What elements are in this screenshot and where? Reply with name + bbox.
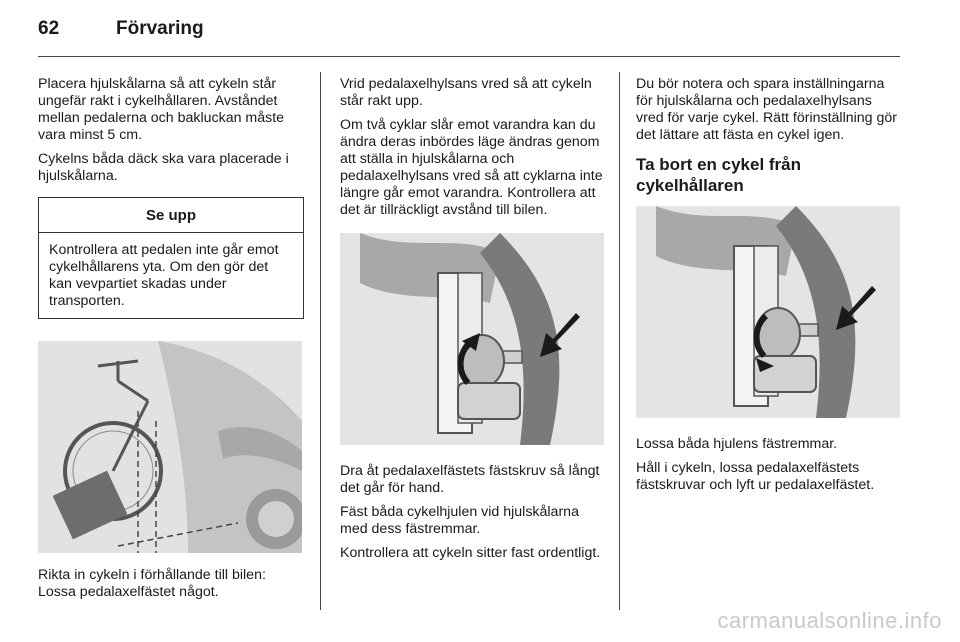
warning-title: Se upp	[39, 198, 303, 233]
warning-text: Kontrollera att pedalen inte går emot cykelhållarens yta. Om den gör det kan vevpartiet skadas under transporten.	[49, 242, 279, 309]
page-header	[38, 18, 204, 48]
column-3	[636, 76, 902, 501]
paragraph: Kontrollera att cykeln sitter fast ordentligt.	[340, 545, 601, 561]
paragraph: Vrid pedalaxelhylsans vred så att cykeln står rakt upp.	[340, 76, 592, 109]
header-rule	[38, 56, 900, 57]
figure-remove-bike	[636, 206, 900, 418]
column-divider	[320, 72, 321, 610]
column-2	[340, 76, 606, 569]
paragraph: Placera hjulskålarna så att cykeln står ungefär rakt i cykelhållaren. Avståndet mellan pedalerna och bakluckan måste vara minst 5 cm.	[38, 76, 285, 143]
paragraph: Om två cyklar slår emot varandra kan du ändra deras inbördes läge ändras genom att ställa in hjulskålarna och pedalaxelhylsans vred så att cyklarna inte längre går emot varandra. Kontrollera att det är tillräckligt avstånd till bilen.	[340, 117, 603, 218]
paragraph: Cykelns båda däck ska vara placerade i hjulskålarna.	[38, 151, 289, 184]
page-number: 62	[38, 18, 60, 39]
paragraph: Håll i cykeln, lossa pedalaxelfästets fästskruvar och lyft ur pedalaxelfästet.	[636, 460, 875, 493]
paragraph: Rikta in cykeln i förhållande till bilen: Lossa pedalaxelfästet något.	[38, 567, 266, 600]
chapter-title: Förvaring	[116, 18, 204, 39]
paragraph: Dra åt pedalaxelfästets fästskruv så långt det går för hand.	[340, 463, 600, 496]
column-1	[38, 76, 304, 608]
figure-bike-on-carrier	[38, 341, 302, 553]
section-heading: Ta bort en cykel från cykelhållaren	[636, 155, 802, 195]
column-divider	[619, 72, 620, 610]
paragraph: Fäst båda cykelhjulen vid hjulskålarna med dess fästremmar.	[340, 504, 579, 537]
warning-box	[38, 197, 304, 319]
paragraph: Du bör notera och spara inställningarna för hjulskålarna och pedalaxelhylsans vred för varje cykel. Rätt förinställning gör det lättare att fästa en cykel igen.	[636, 76, 898, 143]
paragraph: Lossa båda hjulens fästremmar.	[636, 436, 838, 452]
watermark: carmanualsonline.info	[717, 608, 942, 633]
figure-pedal-axle-mount	[340, 233, 604, 445]
